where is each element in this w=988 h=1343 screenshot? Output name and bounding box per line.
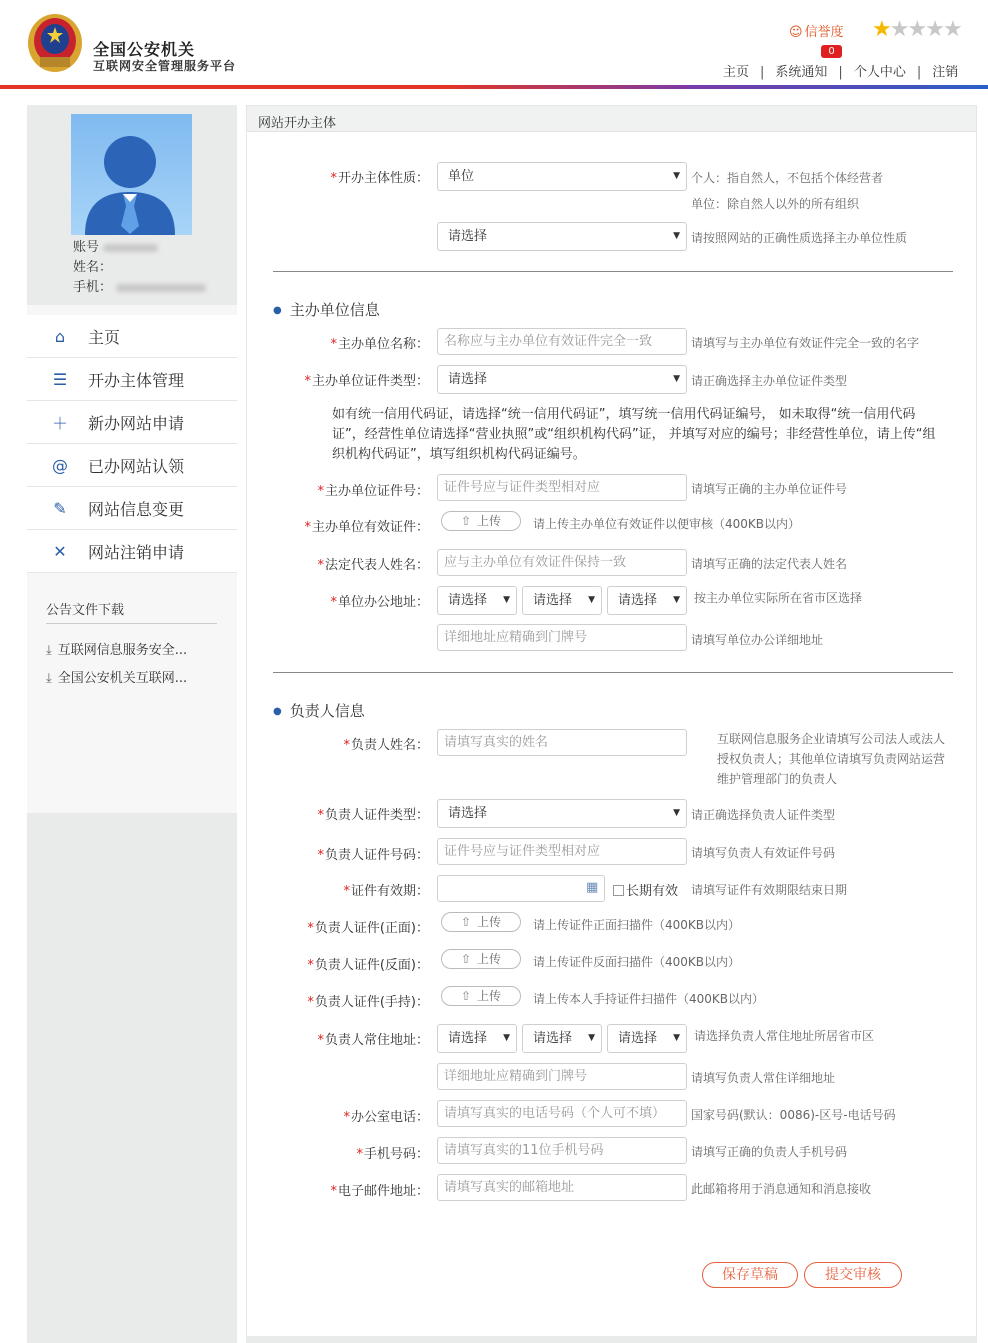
id-front-hint: 请上传证件正面扫描件（400KB以内） bbox=[533, 918, 741, 932]
home-city-select[interactable]: 请选择 ▼ bbox=[522, 1024, 602, 1053]
submit-review-button[interactable]: 提交审核 bbox=[804, 1262, 902, 1288]
panel-bottom-bar bbox=[246, 1336, 977, 1343]
download-link[interactable]: ⤓ 互联网信息服务安全... bbox=[46, 643, 188, 658]
home-district-select[interactable]: 请选择 ▼ bbox=[607, 1024, 687, 1053]
nav-personal-center[interactable]: 个人中心 bbox=[853, 65, 906, 80]
plus-icon: ＋ bbox=[51, 413, 68, 433]
close-icon: ✕ bbox=[53, 541, 67, 561]
org-cert-type-select[interactable]: 请选择 ▼ bbox=[437, 365, 687, 394]
sidebar-item-home[interactable]: ⌂ 主页 bbox=[27, 315, 237, 358]
download-icon: ⤓ bbox=[46, 671, 52, 686]
validity-label: *证件有效期： bbox=[343, 884, 429, 899]
home-province-select[interactable]: 请选择 ▼ bbox=[437, 1024, 517, 1053]
profile-account: 账号 bbox=[73, 236, 158, 255]
email-label: *电子邮件地址： bbox=[330, 1184, 429, 1199]
office-addr-detail-hint: 请填写单位办公详细地址 bbox=[691, 633, 824, 647]
nav-separator: | bbox=[916, 65, 922, 80]
id-front-upload-button[interactable]: ⇧ 上传 bbox=[441, 912, 521, 932]
star-filled-icon: ★ bbox=[872, 17, 890, 42]
id-hand-hint: 请上传本人手持证件扫描件（400KB以内） bbox=[533, 992, 765, 1006]
user-icon: ☺ bbox=[789, 25, 803, 40]
dropdown-arrow-icon: ▼ bbox=[673, 374, 680, 384]
validity-hint: 请填写证件有效期限结束日期 bbox=[691, 883, 848, 897]
notification-badge: 0 bbox=[821, 45, 842, 58]
edit-icon: ✎ bbox=[53, 498, 67, 518]
phone-value-redacted bbox=[116, 284, 206, 292]
header bbox=[0, 0, 988, 90]
sidebar-menu bbox=[27, 315, 237, 573]
id-front-label: *负责人证件(正面)： bbox=[307, 921, 429, 936]
upload-icon: ⇧ bbox=[460, 952, 472, 966]
person-name-label: *负责人姓名： bbox=[343, 738, 429, 753]
dropdown-arrow-icon: ▼ bbox=[588, 1033, 595, 1043]
credit-label: 信誉度 bbox=[804, 25, 844, 40]
org-name-hint: 请填写与主办单位有效证件完全一致的名字 bbox=[691, 336, 920, 350]
sidebar-item-entity-management[interactable]: ☰ 开办主体管理 bbox=[27, 358, 237, 401]
credit-stars bbox=[872, 17, 961, 42]
main-panel bbox=[246, 105, 977, 1337]
dropdown-arrow-icon: ▼ bbox=[588, 595, 595, 605]
office-addr-hint: 按主办单位实际所在省市区选择 bbox=[694, 591, 863, 605]
person-cert-type-label: *负责人证件类型： bbox=[317, 808, 429, 823]
star-empty-icon: ★ bbox=[925, 17, 943, 42]
org-cert-no-hint: 请填写正确的主办单位证件号 bbox=[691, 482, 848, 496]
home-icon: ⌂ bbox=[54, 326, 66, 346]
legal-name-hint: 请填写正确的法定代表人姓名 bbox=[691, 557, 848, 571]
long-term-checkbox[interactable]: 长期有效 bbox=[613, 880, 678, 899]
download-link[interactable]: ⤓ 全国公安机关互联网... bbox=[46, 671, 188, 686]
org-cert-note: 如有统一信用代码证，请选择“统一信用代码证”，填写统一信用代码证编号， 如未取得“统一信用代码证”，经营性单位请选择“营业执照”或“组织机构代码”证， 并填写对应的编号；非经营性单位，请上传“组织机构代码证”，填写组织机构代码证编号。 bbox=[332, 407, 936, 462]
home-addr-hint: 请选择负责人常住地址所居省市区 bbox=[694, 1029, 875, 1043]
office-addr-detail-input[interactable]: 详细地址应精确到门牌号 bbox=[437, 624, 687, 651]
mobile-hint: 请填写正确的负责人手机号码 bbox=[691, 1145, 848, 1159]
star-empty-icon: ★ bbox=[889, 17, 908, 42]
section-divider bbox=[273, 271, 953, 272]
profile-phone: 手机： bbox=[73, 276, 206, 295]
org-name-input[interactable]: 名称应与主办单位有效证件完全一致 bbox=[437, 328, 687, 355]
credit-rating[interactable] bbox=[789, 21, 844, 40]
home-addr-detail-input[interactable]: 详细地址应精确到门牌号 bbox=[437, 1063, 687, 1090]
mobile-label: *手机号码： bbox=[356, 1147, 429, 1162]
sidebar-item-site-cancel[interactable]: ✕ 网站注销申请 bbox=[27, 530, 237, 573]
nav-logout[interactable]: 注销 bbox=[932, 65, 959, 80]
org-cert-type-label: *主办单位证件类型： bbox=[304, 374, 429, 389]
nature-select[interactable]: 单位 ▼ bbox=[437, 162, 687, 191]
person-cert-no-input[interactable]: 证件号应与证件类型相对应 bbox=[437, 838, 687, 865]
office-phone-label: *办公室电话： bbox=[343, 1110, 429, 1125]
profile-card bbox=[27, 105, 237, 305]
dropdown-arrow-icon: ▼ bbox=[503, 595, 510, 605]
star-empty-icon: ★ bbox=[907, 17, 926, 42]
dropdown-arrow-icon: ▼ bbox=[673, 808, 680, 818]
nav-separator: | bbox=[838, 65, 843, 80]
legal-name-label: *法定代表人姓名： bbox=[317, 558, 429, 573]
id-back-label: *负责人证件(反面)： bbox=[307, 958, 429, 973]
brand-title: 全国公安机关 bbox=[93, 40, 196, 59]
sidebar-item-new-site[interactable]: ＋ 新办网站申请 bbox=[27, 401, 237, 444]
person-cert-no-label: *负责人证件号码： bbox=[317, 848, 429, 863]
dropdown-arrow-icon: ▼ bbox=[503, 1033, 510, 1043]
office-district-select[interactable]: 请选择 ▼ bbox=[607, 586, 687, 615]
page-title: 网站开办主体 bbox=[258, 116, 337, 131]
sidebar-item-site-change[interactable]: ✎ 网站信息变更 bbox=[27, 487, 237, 530]
person-name-input[interactable]: 请填写真实的姓名 bbox=[437, 729, 687, 756]
brand-subtitle: 互联网安全管理服务平台 bbox=[93, 59, 237, 73]
nature-label: *开办主体性质： bbox=[330, 171, 429, 186]
email-hint: 此邮箱将用于消息通知和消息接收 bbox=[691, 1182, 872, 1196]
header-stripe bbox=[0, 85, 988, 89]
top-navigation bbox=[723, 61, 958, 80]
upload-icon: ⇧ bbox=[460, 514, 472, 528]
org-cert-no-input[interactable]: 证件号应与证件类型相对应 bbox=[437, 474, 687, 501]
upload-icon: ⇧ bbox=[460, 915, 472, 929]
calendar-icon[interactable]: ▦ bbox=[586, 880, 599, 895]
section-title-org: ● 主办单位信息 bbox=[273, 301, 380, 319]
dropdown-arrow-icon: ▼ bbox=[673, 1033, 680, 1043]
sidebar-item-claim-site[interactable]: @ 已办网站认领 bbox=[27, 444, 237, 487]
nature-hint-2: 单位：除自然人以外的所有组织 bbox=[691, 197, 860, 211]
upload-icon: ⇧ bbox=[460, 989, 472, 1003]
person-cert-no-hint: 请填写负责人有效证件号码 bbox=[691, 846, 836, 860]
section-divider bbox=[273, 672, 953, 673]
bullet-icon: ● bbox=[273, 305, 282, 316]
id-back-hint: 请上传证件反面扫描件（400KB以内） bbox=[533, 955, 741, 969]
org-name-label: *主办单位名称： bbox=[330, 337, 429, 352]
nav-system-notice[interactable]: 系统通知 bbox=[775, 65, 828, 80]
nav-separator: | bbox=[760, 65, 765, 80]
downloads-title: 公告文件下载 bbox=[46, 603, 125, 618]
org-cert-upload-button[interactable]: ⇧ 上传 bbox=[441, 511, 521, 531]
person-cert-type-hint: 请正确选择负责人证件类型 bbox=[691, 808, 836, 822]
validity-date-input[interactable] bbox=[437, 875, 605, 902]
office-province-select[interactable]: 请选择 ▼ bbox=[437, 586, 517, 615]
checkbox-box[interactable] bbox=[613, 885, 624, 896]
police-emblem-logo bbox=[26, 9, 84, 73]
account-value-redacted bbox=[103, 244, 158, 252]
list-icon: ☰ bbox=[52, 369, 68, 389]
download-icon: ⤓ bbox=[46, 643, 52, 658]
office-addr-label: *单位办公地址： bbox=[330, 595, 429, 610]
id-hand-label: *负责人证件(手持)： bbox=[307, 995, 429, 1010]
nature-sub-hint: 请按照网站的正确性质选择主办单位性质 bbox=[691, 231, 908, 245]
nav-home[interactable]: 主页 bbox=[723, 65, 750, 80]
at-icon: @ bbox=[52, 455, 68, 475]
star-empty-icon: ★ bbox=[942, 17, 961, 42]
mobile-input[interactable]: 请填写真实的11位手机号码 bbox=[437, 1137, 687, 1164]
office-city-select[interactable]: 请选择 ▼ bbox=[522, 586, 602, 615]
office-phone-hint: 国家号码(默认：0086)-区号-电话号码 bbox=[691, 1108, 896, 1122]
org-cert-type-hint: 请正确选择主办单位证件类型 bbox=[691, 374, 848, 388]
nature-sub-select[interactable]: 请选择 ▼ bbox=[437, 222, 687, 251]
avatar-person-icon bbox=[71, 114, 192, 235]
nature-hint-1: 个人：指自然人，不包括个体经营者 bbox=[691, 171, 884, 185]
id-back-upload-button[interactable]: ⇧ 上传 bbox=[441, 949, 521, 969]
dropdown-arrow-icon: ▼ bbox=[673, 231, 680, 241]
downloads-divider bbox=[46, 623, 217, 624]
person-cert-type-select[interactable]: 请选择 ▼ bbox=[437, 799, 687, 828]
home-addr-detail-hint: 请填写负责人常住详细地址 bbox=[691, 1071, 836, 1085]
org-cert-no-label: *主办单位证件号： bbox=[317, 484, 429, 499]
panel-title-bar bbox=[247, 106, 976, 132]
person-name-hint: 互联网信息服务企业请填写公司法人或法人授权负责人；其他单位请填写负责网站运营维护管理部门的负责人 bbox=[717, 732, 946, 786]
id-hand-upload-button[interactable]: ⇧ 上传 bbox=[441, 986, 521, 1006]
bullet-icon: ● bbox=[273, 706, 282, 717]
profile-name: 姓名： bbox=[73, 260, 113, 275]
sidebar bbox=[27, 105, 237, 1343]
save-draft-button[interactable]: 保存草稿 bbox=[702, 1262, 798, 1288]
office-phone-input[interactable]: 请填写真实的电话号码（个人可不填） bbox=[437, 1100, 687, 1127]
legal-name-input[interactable]: 应与主办单位有效证件保持一致 bbox=[437, 549, 687, 576]
home-addr-label: *负责人常住地址： bbox=[317, 1033, 429, 1048]
org-cert-upload-hint: 请上传主办单位有效证件以便审核（400KB以内） bbox=[533, 517, 801, 531]
org-cert-upload-label: *主办单位有效证件： bbox=[304, 520, 429, 535]
email-input[interactable]: 请填写真实的邮箱地址 bbox=[437, 1174, 687, 1201]
dropdown-arrow-icon: ▼ bbox=[673, 171, 680, 181]
avatar bbox=[71, 114, 192, 235]
section-title-person: ● 负责人信息 bbox=[273, 702, 365, 720]
dropdown-arrow-icon: ▼ bbox=[673, 595, 680, 605]
sidebar-filler bbox=[27, 813, 237, 1343]
